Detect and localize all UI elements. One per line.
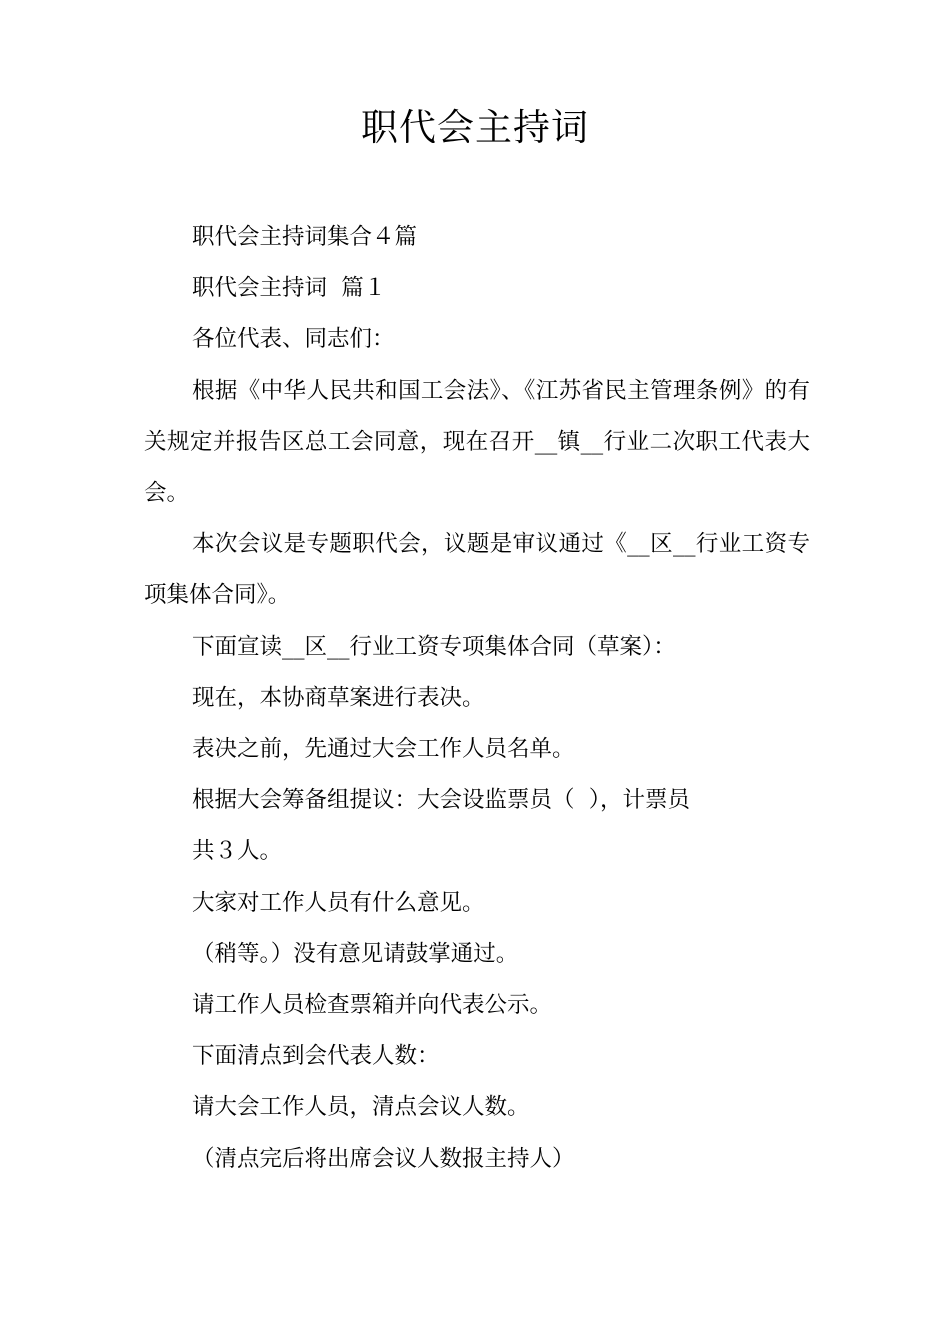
paragraph: 表决之前，先通过大会工作人员名单。 [192, 736, 575, 763]
paragraph: 职代会主持词集合４篇 [192, 224, 418, 250]
paragraph: 现在，本协商草案进行表决。 [192, 684, 485, 711]
document-title: 职代会主持词 [361, 106, 589, 149]
paragraph: 各位代表、同志们： [192, 326, 395, 353]
paragraph: 本次会议是专题职代会，议题是审议通过《__区__行业工资专项集体合同》。 [144, 531, 810, 609]
paragraph: 职代会主持词 篇１ [192, 275, 387, 302]
paragraph: 请工作人员检查票箱并向代表公示。 [192, 992, 553, 1019]
paragraph: 根据大会筹备组提议：大会设监票员（ ），计票员 [192, 787, 691, 814]
document-body [144, 212, 810, 1185]
paragraph: 下面清点到会代表人数： [192, 1043, 440, 1070]
paragraph: （稍等。）没有意见请鼓掌通过。 [192, 940, 519, 967]
paragraph: 下面宣读__区__行业工资专项集体合同（草案）： [192, 633, 676, 660]
paragraph: 根据《中华人民共和国工会法》、《江苏省民主管理条例》的有关规定并报告区总工会同意，现在召开__镇__行业二次职工代表大会。 [144, 377, 810, 507]
paragraph: 共３人。 [192, 838, 283, 865]
paragraph: 请大会工作人员，清点会议人数。 [192, 1094, 530, 1121]
paragraph: （清点完后将出席会议人数报主持人） [192, 1145, 575, 1172]
paragraph: 大家对工作人员有什么意见。 [192, 889, 485, 916]
